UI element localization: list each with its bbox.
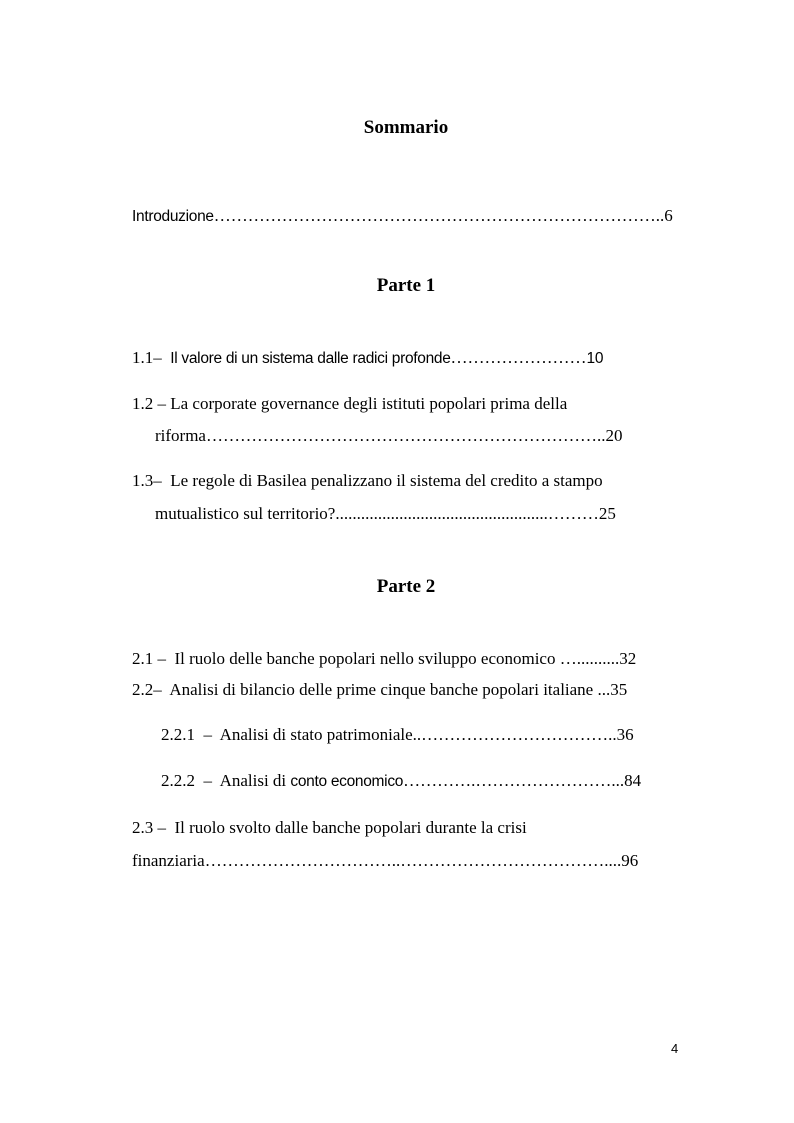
toc-entry-2-1 [132,649,636,669]
toc-entry-title: Le regole di Basilea penalizzano il sistema del credito a stampo [170,471,603,490]
toc-leader-dots: ..…………………………….. [412,725,617,744]
toc-leader-dots: ... [597,680,611,699]
section-heading-parte-2: Parte 2 [376,576,436,597]
toc-page-number: 36 [616,725,634,744]
toc-leader-dots: ………….……………………... [403,771,625,790]
toc-entry-number: 2.2.2 [161,771,195,790]
toc-entry-title: Analisi di [219,771,291,790]
toc-entry-number: 2.2– [132,680,162,699]
toc-entry-title-continued: mutualistico sul territorio? [155,504,336,523]
toc-entry-number: 1.3– [132,471,162,490]
toc-leader-dots: …………………………………………………………………….. [213,206,665,225]
toc-entry-2-2 [132,680,627,700]
toc-leader-dots: ……………………………..……………………………….... [204,851,622,870]
toc-entry-number: 2.3 – [132,818,166,837]
toc-page-number: 20 [605,426,623,445]
toc-entry-1-3 [132,471,603,491]
toc-entry-number: 2.1 – [132,649,166,668]
toc-entry-2-2-1 [161,725,634,745]
toc-page-number: 10 [586,350,604,367]
toc-entry-2-2-2 [161,771,641,792]
toc-page-number: 35 [610,680,628,699]
toc-entry-title: Il ruolo delle banche popolari nello sviluppo economico [174,649,556,668]
toc-entry-title-continued: finanziaria [132,851,205,870]
toc-page-number: 32 [619,649,637,668]
section-heading-parte-1: Parte 1 [376,275,436,296]
page-number: 4 [671,1041,679,1056]
toc-leader-dots: ….......... [559,649,620,668]
toc-entry-2-3 [132,818,527,838]
toc-entry-1-1 [132,348,603,369]
toc-entry-title: Il valore di un sistema dalle radici profonde [170,350,451,367]
toc-entry-title: Analisi di stato patrimoniale [219,725,413,744]
toc-leader-dots: …………………… [450,348,587,367]
toc-page-number: 96 [621,851,639,870]
page-title: Sommario [363,117,449,138]
toc-entry-introduzione [132,206,673,227]
toc-entry-title: La corporate governance degli istituti popolari prima della [170,394,568,413]
toc-entry-1-2 [132,394,567,414]
toc-entry-title: Analisi di bilancio delle prime cinque banche popolari italiane [169,680,594,699]
toc-entry-dash: – [203,771,212,790]
toc-entry-title: Il ruolo svolto dalle banche popolari durante la crisi [174,818,527,837]
toc-entry-number: 2.2.1 [161,725,195,744]
toc-entry-2-3-continued [132,851,638,871]
toc-page-number: 6 [664,206,673,225]
toc-entry-dash: – [203,725,212,744]
toc-entry-1-2-continued [155,426,622,446]
toc-entry-1-3-continued [155,504,616,524]
toc-entry-number: 1.1– [132,348,162,367]
toc-entry-title-continued: riforma [155,426,206,445]
toc-entry-number: 1.2 – [132,394,171,413]
toc-page-number: 84 [624,771,642,790]
toc-page-number: 25 [598,504,616,523]
toc-leader-dots: ..................................................……… [335,504,599,523]
toc-entry-label: Introduzione [132,208,214,225]
toc-leader-dots: …………………………………………………………….. [205,426,606,445]
toc-entry-title-emphasis: conto economico [290,773,404,790]
